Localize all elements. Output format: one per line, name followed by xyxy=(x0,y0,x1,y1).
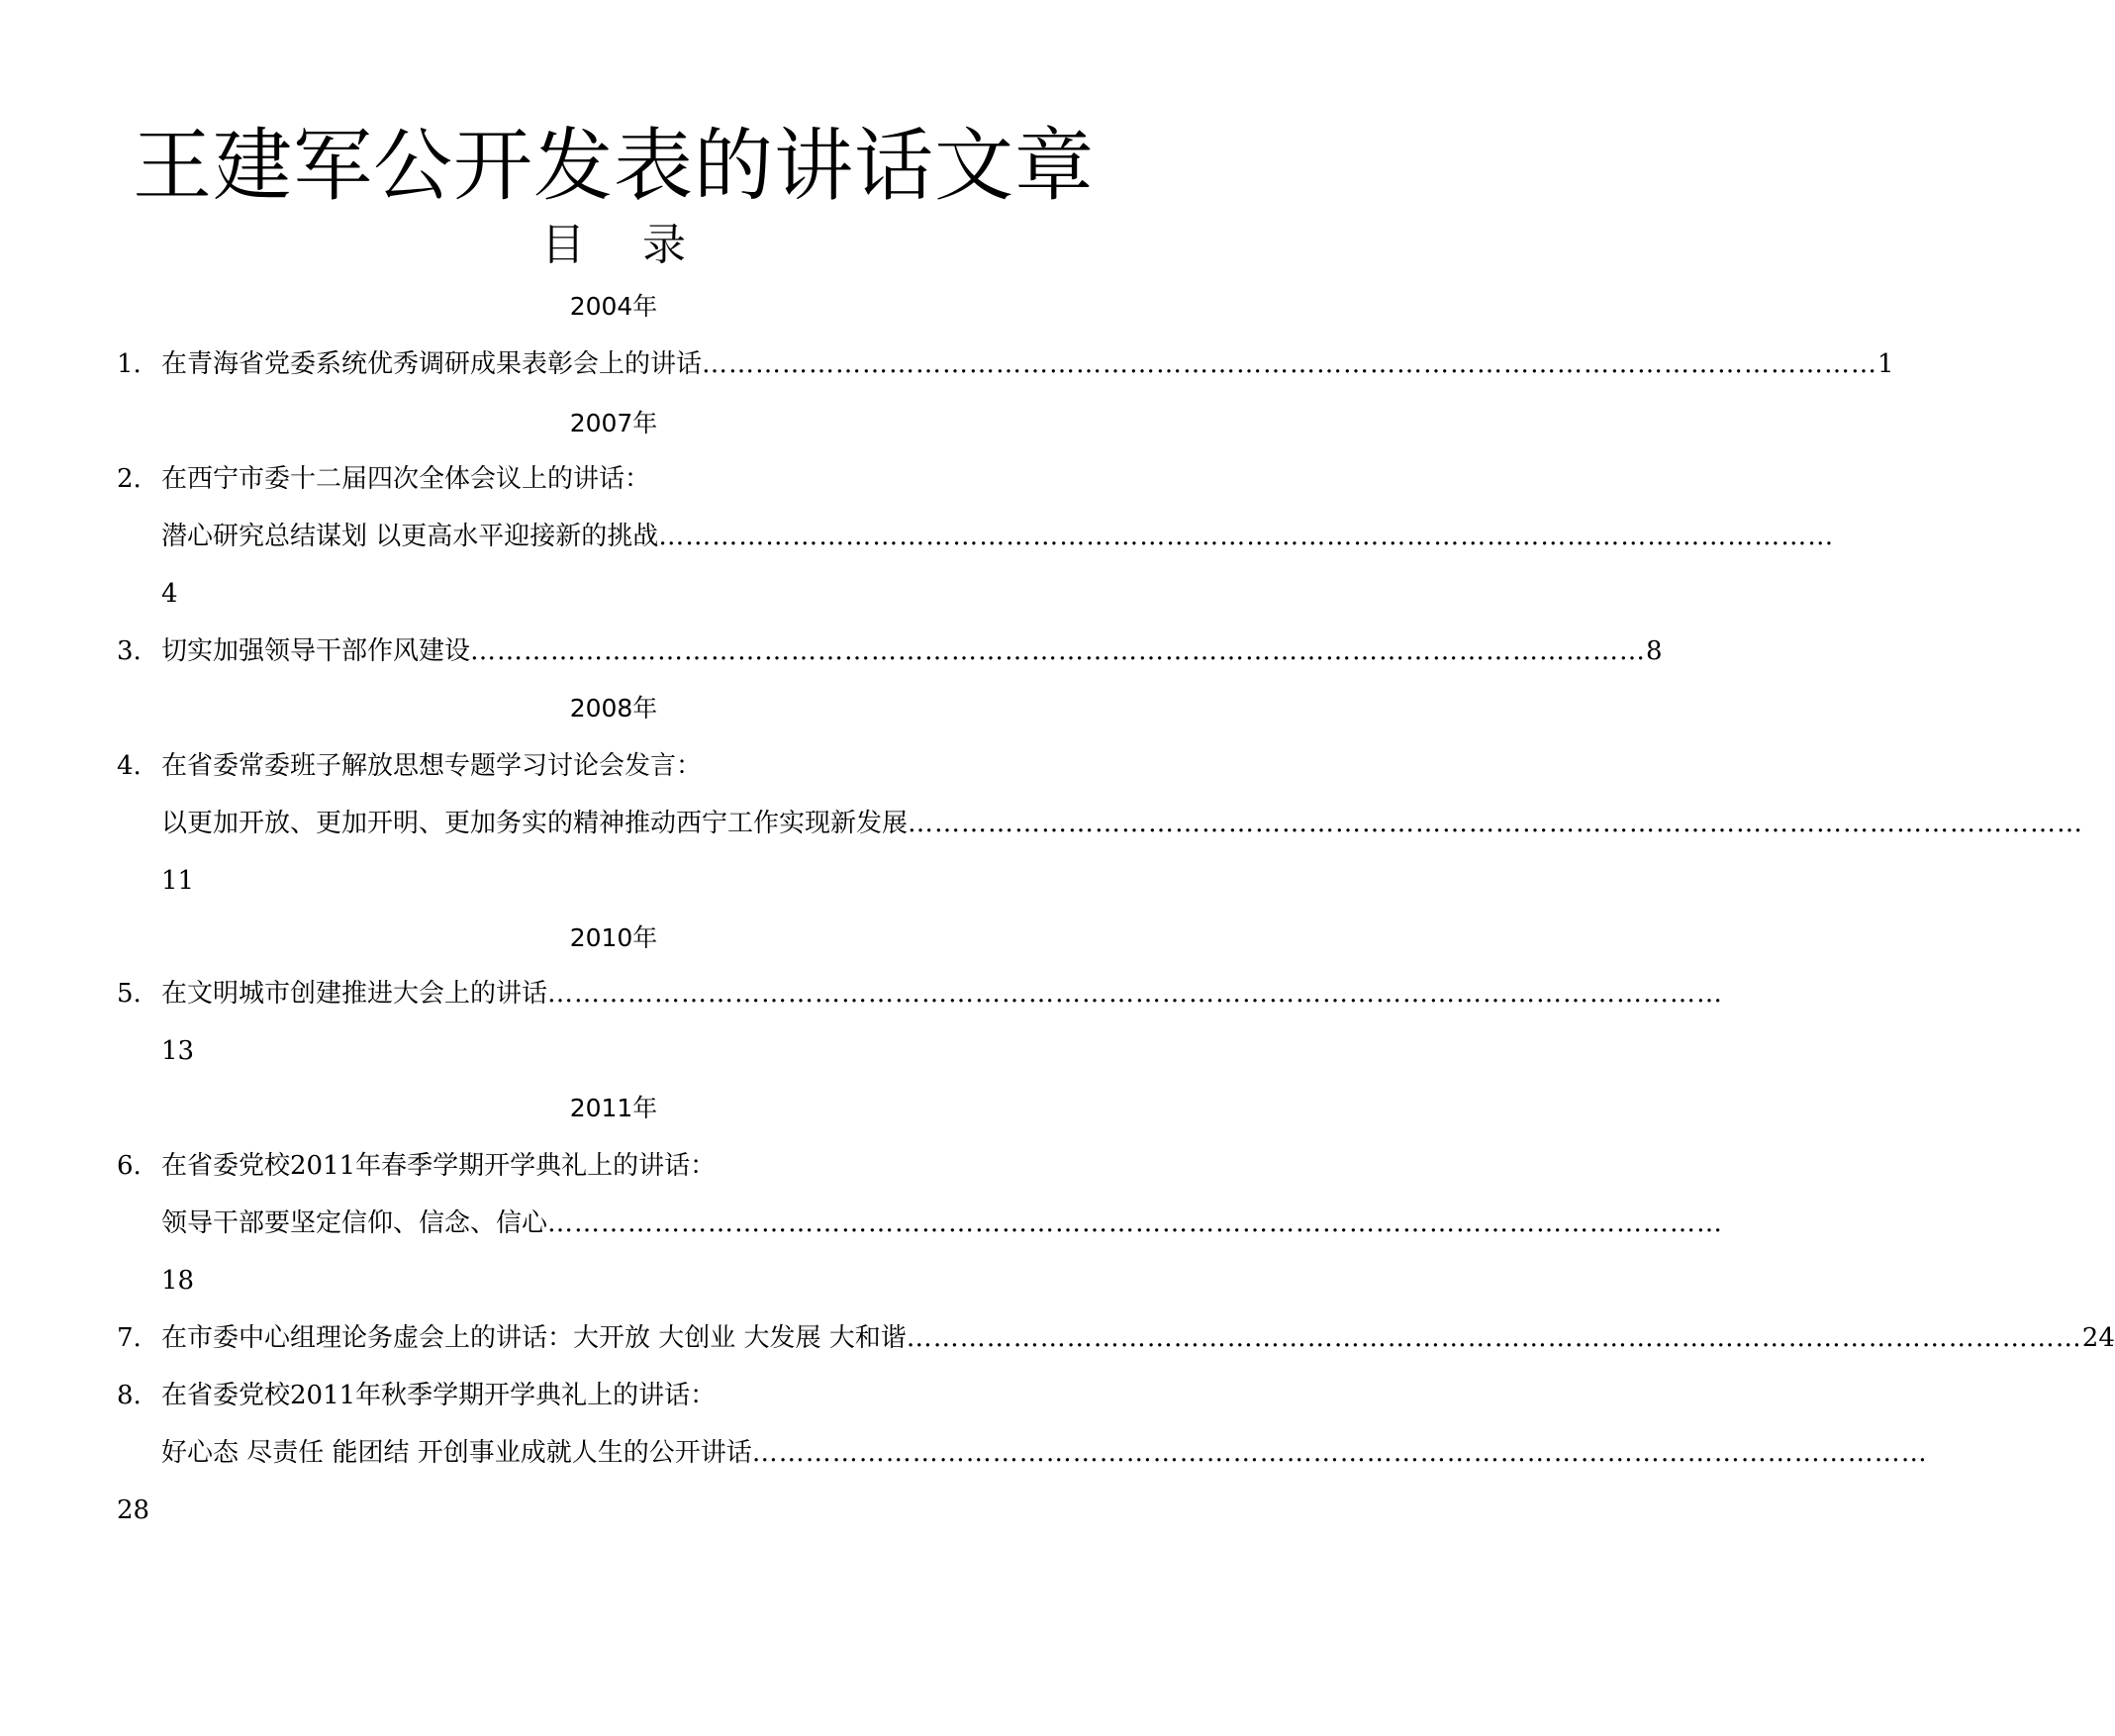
entry-number: 2. xyxy=(117,464,142,494)
entry-number: 3. xyxy=(117,636,142,666)
entry-number: 8. xyxy=(117,1381,142,1410)
entry-title: 在市委中心组理论务虚会上的讲话：大开放 大创业 大发展 大和谐 xyxy=(161,1323,907,1353)
entry-number: 1. xyxy=(117,349,142,379)
year-heading-2010: 2010年 xyxy=(569,923,658,952)
toc-entry-6-subtitle xyxy=(161,1204,1724,1243)
page-number: 24 xyxy=(2081,1323,2115,1353)
entry-title: 切实加强领导干部作风建设 xyxy=(161,636,471,666)
entry-number: 4. xyxy=(117,751,142,781)
dot-leader: …………………………………………………………………………………………………………………… xyxy=(906,1323,2082,1353)
entry-title: 在青海省党委系统优秀调研成果表彰会上的讲话 xyxy=(161,349,703,379)
year-heading-2004: 2004年 xyxy=(569,292,658,321)
page-number: 1 xyxy=(1877,349,1894,379)
entry-title: 在西宁市委十二届四次全体会议上的讲话： xyxy=(161,464,651,494)
page-number: 18 xyxy=(161,1266,195,1296)
entry-title: 在省委党校2011年春季学期开学典礼上的讲话： xyxy=(161,1151,717,1181)
entry-title: 在文明城市创建推进大会上的讲话 xyxy=(161,979,548,1009)
entry-number: 6. xyxy=(117,1151,142,1181)
entry-subtitle: 潜心研究总结谋划 以更高水平迎接新的挑战 xyxy=(161,522,659,551)
entry-subtitle: 以更加开放、更加开明、更加务实的精神推动西宁工作实现新发展 xyxy=(161,809,909,838)
dot-leader: …………………………………………………………………………………………………………………… xyxy=(702,349,1878,379)
toc-entry-4-subtitle xyxy=(161,804,2084,843)
dot-leader: …………………………………………………………………………………………………………………… xyxy=(547,979,1724,1009)
year-heading-2011: 2011年 xyxy=(569,1094,658,1122)
toc-entry-5 xyxy=(161,974,1724,1013)
entry-title: 在省委常委班子解放思想专题学习讨论会发言： xyxy=(161,751,703,781)
entry-number: 7. xyxy=(117,1323,142,1353)
toc-entry-3 xyxy=(161,631,1663,671)
toc-heading: 目 录 xyxy=(541,220,708,270)
entry-title: 在省委党校2011年秋季学期开学典礼上的讲话： xyxy=(161,1381,717,1410)
entry-subtitle: 领导干部要坚定信仰、信念、信心 xyxy=(161,1208,548,1238)
entry-number: 5. xyxy=(117,979,142,1009)
entry-subtitle: 好心态 尽责任 能团结 开创事业成就人生的公开讲话 xyxy=(161,1438,752,1468)
page-number: 4 xyxy=(161,579,178,609)
dot-leader: …………………………………………………………………………………………………………………… xyxy=(470,636,1647,666)
document-title: 王建军公开发表的讲话文章 xyxy=(133,120,1095,212)
dot-leader: …………………………………………………………………………………………………………………… xyxy=(658,522,1835,551)
dot-leader: …………………………………………………………………………………………………………………… xyxy=(547,1208,1724,1238)
page-number: 8 xyxy=(1646,636,1663,666)
page-number: 13 xyxy=(161,1036,195,1066)
dot-leader: …………………………………………………………………………………………………………………… xyxy=(908,809,2084,838)
toc-entry-7 xyxy=(161,1318,2115,1358)
toc-entry-8-subtitle xyxy=(161,1433,1928,1473)
dot-leader: …………………………………………………………………………………………………………………… xyxy=(751,1438,1928,1468)
year-heading-2007: 2007年 xyxy=(569,409,658,437)
toc-entry-1 xyxy=(161,344,1894,384)
toc-entry-2-subtitle xyxy=(161,517,1835,556)
page-number: 28 xyxy=(117,1495,150,1525)
year-heading-2008: 2008年 xyxy=(569,694,658,723)
page-number: 11 xyxy=(161,866,195,896)
